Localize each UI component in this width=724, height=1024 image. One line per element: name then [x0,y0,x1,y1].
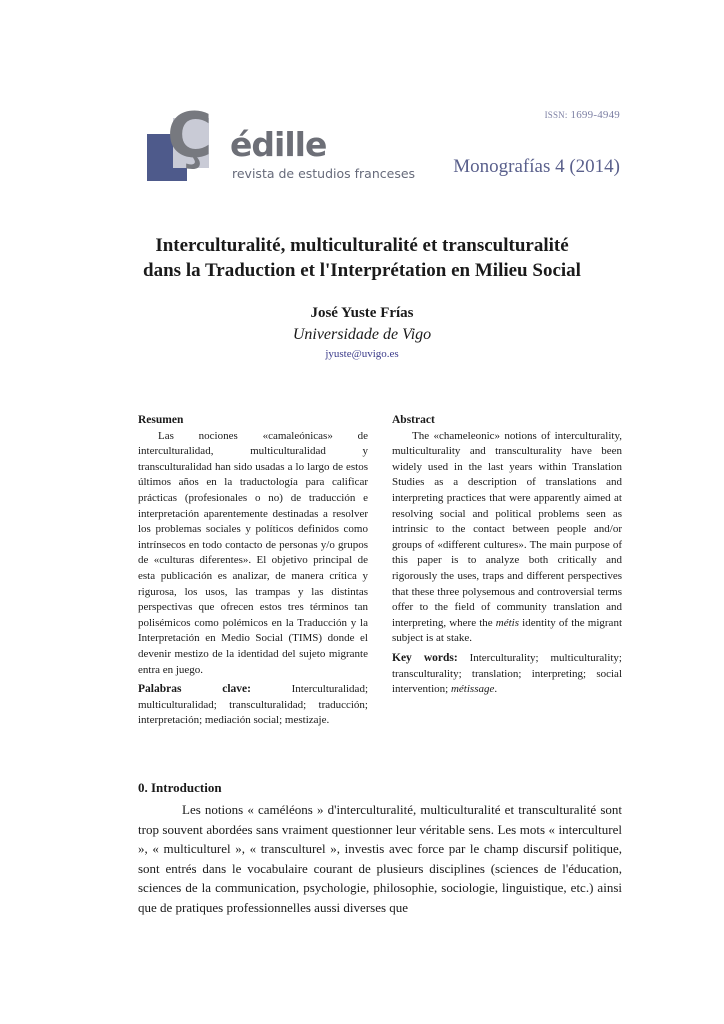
introduction-body: Les notions « caméléons » d'interculturalité, multiculturalité et transculturalité sont trop souvent abordées sans vraiment questionner leur véritable sens. Les mots « interculturel », « multiculturel », « transculturel », investis avec force par le champ discursif politique, sont entrés dans le vocabulaire courant de plusieurs disciplines (sciences de l'éducation, sciences de la communication, psychologie, philosophie, sociologie, linguistique, etc.) ainsi que de pratiques professionnelles aussi diverses que [138,802,622,915]
title-line-2: dans la Traduction et l'Interprétation en Milieu Social [143,260,581,281]
journal-logo [147,99,417,193]
logo-letter: Ç [167,99,213,172]
resumen-column [138,413,368,729]
resumen-keywords-text: Interculturalidad; multiculturalidad; transculturalidad; traducción; interpretación; mediación social; mestizaje. [138,683,368,727]
author-email[interactable]: jyuste@uvigo.es [325,348,399,360]
article-title [0,233,724,283]
author-name: José Yuste Frías [310,305,414,321]
abstract-body [392,429,622,647]
author-affiliation: Universidade de Vigo [292,326,432,343]
issn-label: ISSN: [544,110,568,120]
issn-number: 1699-4949 [570,109,620,121]
title-line-1: Interculturalité, multiculturalité et transculturalité [155,235,569,256]
logo-wordmark: édille [230,125,327,164]
abstract-body-text: The «chameleonic» notions of interculturality, multiculturality and transculturality have been widely used in the last years within Translation Studies as a description of translations and interpreting practices that were apparently aimed at resolving social and political problems seen as intrinsic to the contact between people and/or groups of «different cultures». The main purpose of this paper is to analyze both critically and rigorously the uses, traps and different perspectives that these three polysemous and controversial terms offer to the field of community translation and interpreting, where the [392,429,622,629]
resumen-keywords [138,682,368,729]
monografias-label: Monografías 4 (2014) [453,156,620,177]
abstract-body-end: identity of the migrant subject is at stake. [392,616,622,645]
abstract-keywords [392,651,622,698]
abstract-column [392,413,622,698]
abstract-keywords-end: . [494,683,498,696]
resumen-heading: Resumen [138,414,184,426]
abstract-heading: Abstract [392,414,435,426]
abstract-body-italic: métis [495,616,520,629]
abstract-keywords-text: Interculturality; multiculturality; transculturality; translation; interpreting; social intervention; [392,651,622,696]
abstract-keywords-italic: métissage [450,683,495,696]
resumen-body: Las nociones «camaleónicas» de interculturalidad, multiculturalidad y transculturalidad han sido usadas a lo largo de estos últimos años en la traductología para calificar prácticas (profesionales o no) de traducción e interpretación aparentemente destinadas a resolver los problemas sociales y políticos definidos como intrínsecos en todo contacto de personas y/o grupos de «culturas diferentes». El objetivo principal de esta publicación es analizar, de manera crítica y rigurosa, los usos, las trampas y las distintas perspectivas que ofrecen estos tres términos tan polisémicos como polémicos en la Traducción y la Interpretación en Medio Social (TIMS) donde el devenir mestizo de la identidad del sujeto migrante entra en juego. [138,429,368,676]
logo-subtitle: revista de estudios franceses [232,166,416,181]
issn [545,109,620,121]
introduction-heading: 0. Introduction [138,780,222,795]
abstract-keywords-label: Key words: [392,651,458,664]
resumen-keywords-label: Palabras clave: [138,683,251,696]
